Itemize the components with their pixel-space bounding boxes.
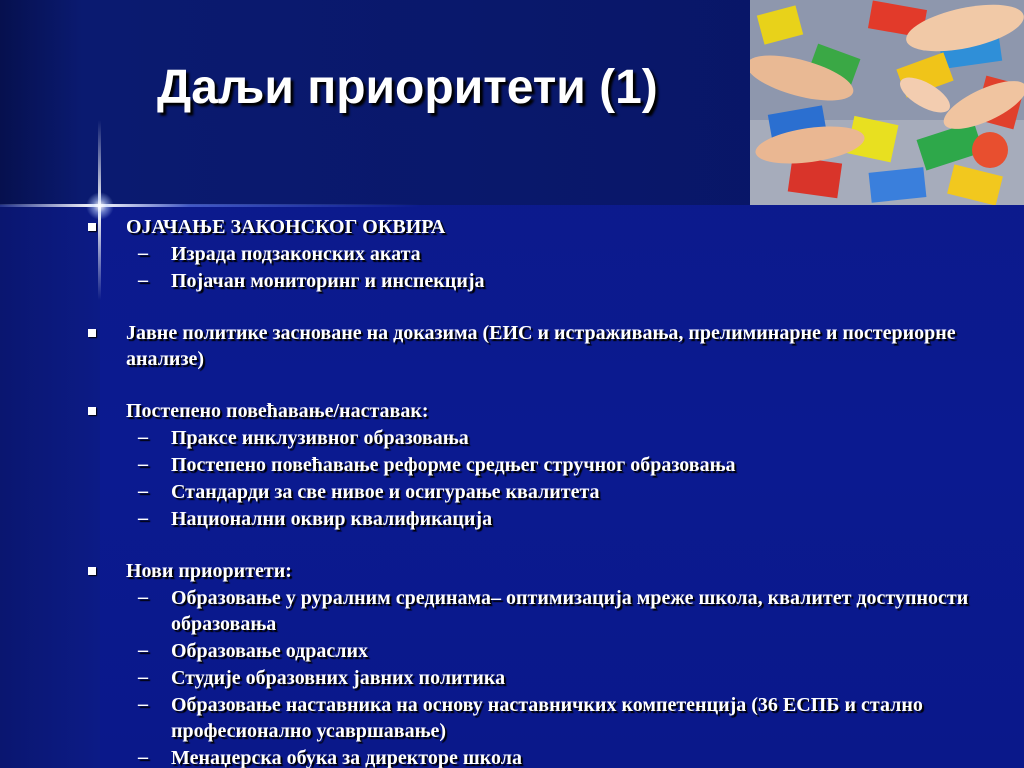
content-area [86,214,1016,768]
square-bullet-icon [88,567,96,575]
bullet-item [86,320,1016,372]
sub-item [86,584,1016,637]
dash-icon: – [138,586,148,608]
sub-item-text: Национални оквир квалификација [171,508,493,530]
sub-item [86,744,1016,768]
sub-item [86,637,1016,664]
dash-icon: – [138,639,148,661]
dash-icon: – [138,507,148,529]
bullet-text: Постепено повећавање/наставак: [126,400,429,422]
sub-item [86,424,1016,451]
square-bullet-icon [88,329,96,337]
sub-item [86,691,1016,744]
dash-icon: – [138,693,148,715]
section-legal-framework [86,214,1016,294]
sub-item-text: Образовање одраслих [171,640,369,662]
square-bullet-icon [88,407,96,415]
bullet-text: Јавне политике засноване на доказима (ЕИС и истраживања, прелиминарне и постериорне анализе) [126,322,956,370]
section-new-priorities [86,558,1016,768]
dash-icon: – [138,269,148,291]
sub-item-text: Студије образовних јавних политика [171,667,506,689]
sub-item [86,664,1016,691]
square-bullet-icon [88,223,96,231]
bullet-text: ОЈАЧАЊЕ ЗАКОНСКОГ ОКВИРА [126,216,446,238]
dash-icon: – [138,666,148,688]
sub-item-text: Менаџерска обука за директоре школа [171,747,522,768]
sparkle-horizontal [0,204,420,207]
sub-item [86,240,1016,267]
section-evidence-policies [86,320,1016,372]
sub-item [86,478,1016,505]
sub-item-text: Израда подзаконских аката [171,243,421,265]
left-band [0,205,100,768]
bullet-item [86,214,1016,240]
sub-item [86,267,1016,294]
bullet-text: Нови приоритети: [126,560,292,582]
sub-item [86,505,1016,532]
dash-icon: – [138,242,148,264]
dash-icon: – [138,426,148,448]
dash-icon: – [138,746,148,768]
sub-item-text: Стандарди за све нивое и осигурање квалитета [171,481,600,503]
bullet-item [86,558,1016,584]
sub-item-text: Појачан мониторинг и инспекција [171,270,485,292]
sub-item-text: Постепено повећавање реформе средњег стручног образовања [171,454,736,476]
section-gradual-increase [86,398,1016,532]
sub-item-text: Образовање у руралним срединама– оптимизација мреже школа, квалитет доступности образовања [171,587,969,635]
dash-icon: – [138,453,148,475]
dash-icon: – [138,480,148,502]
sub-item-text: Праксе инклузивног образовања [171,427,469,449]
children-alphabet-letters-photo [750,0,1024,205]
bullet-item [86,398,1016,424]
sub-item [86,451,1016,478]
sub-item-text: Образовање наставника на основу наставничких компетенција (36 ЕСПБ и стално професионално усавршавање) [171,694,923,742]
slide-title: Даљи приоритети (1) [157,61,658,114]
